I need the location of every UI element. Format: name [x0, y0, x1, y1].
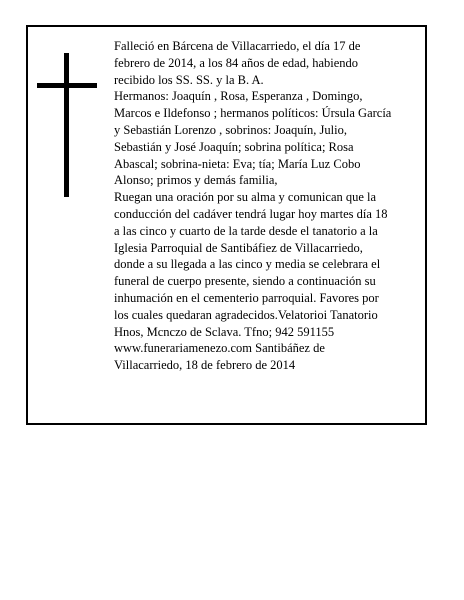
obituary-line: Alonso; primos y demás familia, — [114, 173, 278, 188]
obituary-line: inhumación en el cementerio parroquial. Favores por — [114, 290, 379, 305]
obituary-line: febrero de 2014, a los 84 años de edad, habiendo — [114, 55, 359, 70]
obituary-line: Villacarriedo, 18 de febrero de 2014 — [114, 358, 296, 373]
obituary-line: donde a su llegada a las cinco y media se celebrara el — [114, 257, 381, 272]
latin-cross-icon — [37, 53, 97, 197]
cross-horizontal-bar — [37, 83, 97, 88]
obituary-line: a las cinco y cuarto de la tarde desde el tanatorio a la — [114, 223, 378, 238]
obituary-line: www.funerariamenezo.com Santibáñez de — [114, 341, 325, 356]
obituary-line: Hermanos: Joaquín , Rosa, Esperanza , Domingo, — [114, 89, 363, 104]
obituary-line: Sebastián y José Joaquín; sobrina política; Rosa — [114, 139, 354, 154]
obituary-line: Abascal; sobrina-nieta: Eva; tía; María Luz Cobo — [114, 156, 361, 171]
obituary-text — [114, 38, 419, 374]
obituary-line: funeral de cuerpo presente, siendo a continuación su — [114, 274, 376, 289]
obituary-line: Hnos, Mcnczo de Sclava. Tfno; 942 591155 — [114, 324, 335, 339]
obituary-line: recibido los SS. SS. y la B. A. — [114, 72, 264, 87]
obituary-line: Marcos e Ildefonso ; hermanos políticos: Úrsula García — [114, 106, 392, 121]
obituary-line: Ruegan una oración por su alma y comunican que la — [114, 190, 377, 205]
obituary-line: y Sebastián Lorenzo , sobrinos: Joaquín, Julio, — [114, 122, 347, 137]
obituary-line: Falleció en Bárcena de Villacarriedo, el día 17 de — [114, 39, 361, 53]
obituary-line: conducción del cadáver tendrá lugar hoy martes día 18 — [114, 206, 388, 221]
obituary-line: Iglesia Parroquial de Santibáfiez de Villacarriedo, — [114, 240, 363, 255]
cross-vertical-bar — [64, 53, 69, 197]
obituary-line: los cuales quedaran agradecidos.Velatorioi Tanatorio — [114, 307, 378, 322]
